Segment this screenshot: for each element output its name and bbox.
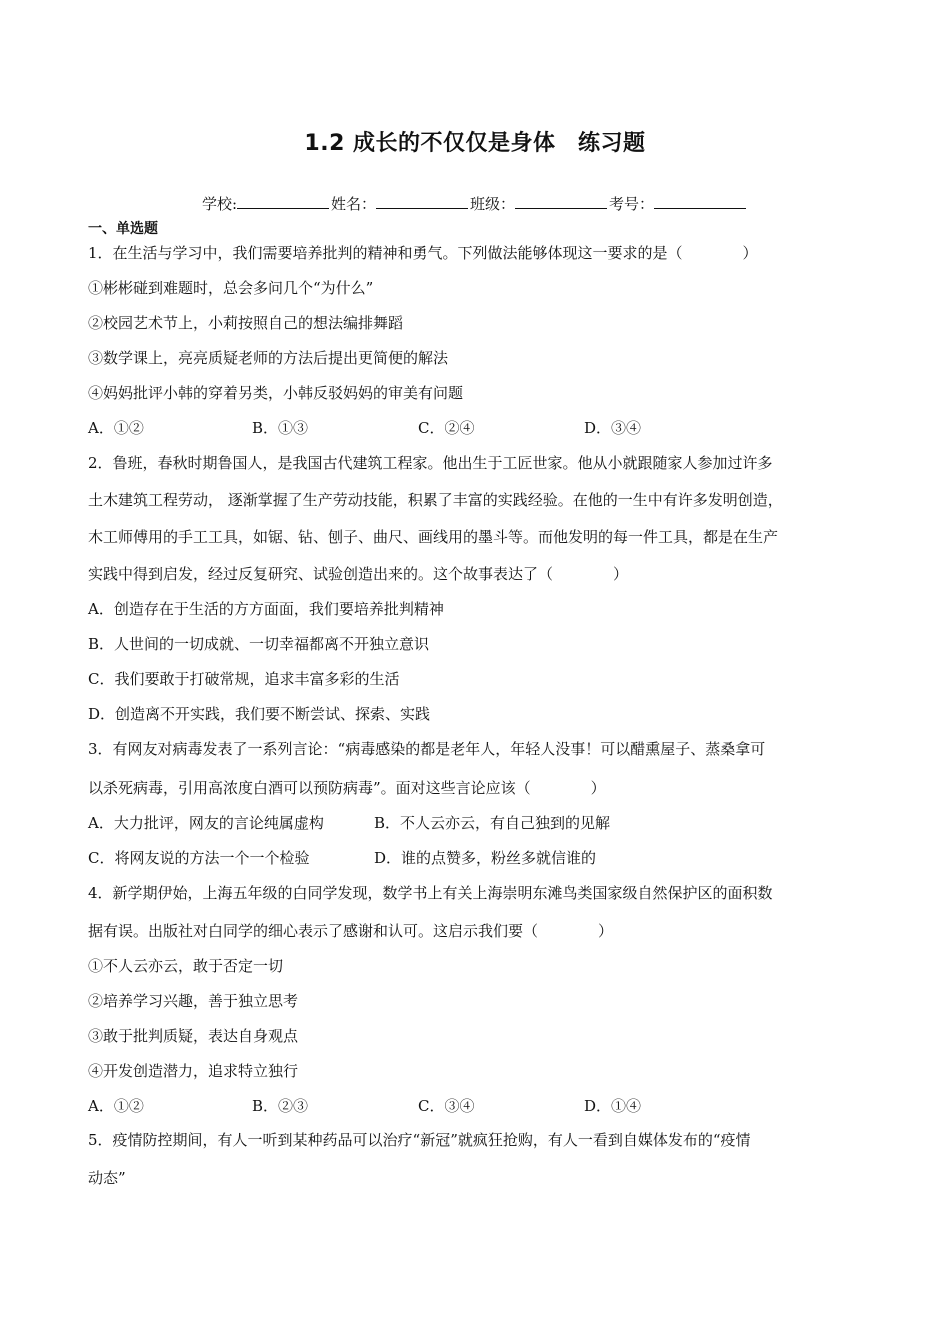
question-4-option-d[interactable]: D．①④ [584,1097,642,1115]
question-2-stem-line-1: 2．鲁班，春秋时期鲁国人，是我国古代建筑工程家。他出生于工匠世家。他从小就跟随家人参加过许多 [88,454,773,472]
name-blank[interactable] [376,194,468,209]
question-3-stem-line-1: 3．有网友对病毒发表了一系列言论：“病毒感染的都是老年人，年轻人没事！可以醋熏屋子、蒸桑拿可 [88,740,766,758]
question-4-statement-2: ②培养学习兴趣，善于独立思考 [88,992,299,1010]
question-4-option-b[interactable]: B．②③ [252,1097,309,1115]
question-2-stem-line-2: 土木建筑工程劳动， 逐渐掌握了生产劳动技能，积累了丰富的实践经验。在他的一生中有许多发明创造， [88,491,783,509]
page-title: 1.2 成长的不仅仅是身体 练习题 [304,131,646,156]
question-1-statement-4: ④妈妈批评小韩的穿着另类，小韩反驳妈妈的审美有问题 [88,384,464,402]
school-label: 学校: [201,195,237,213]
question-2-option-d[interactable]: D．创造离不开实践，我们要不断尝试、探索、实践 [88,705,431,723]
question-4-statement-4: ④开发创造潜力，追求特立独行 [88,1062,299,1080]
question-4-statement-1: ①不人云亦云，敢于否定一切 [88,957,284,975]
question-1-option-d[interactable]: D．③④ [584,419,642,437]
class-label: 班级： [470,195,516,213]
question-1-stem: 1．在生活与学习中，我们需要培养批判的精神和勇气。下列做法能够体现这一要求的是（ ） [88,244,758,262]
section-title: 一、单选题 [88,221,158,237]
number-blank[interactable] [654,194,746,209]
question-3-option-a[interactable]: A．大力批评，网友的言论纯属虚构 [88,814,324,832]
class-blank[interactable] [515,194,607,209]
question-5-stem-line-2: 动态” [88,1169,126,1187]
question-4-statement-3: ③敢于批判质疑，表达自身观点 [88,1027,299,1045]
question-1-statement-1: ①彬彬碰到难题时，总会多问几个“为什么” [88,279,374,297]
question-5-stem-line-1: 5．疫情防控期间，有人一听到某种药品可以治疗“新冠”就疯狂抢购，有人一看到自媒体发布的“疫情 [88,1131,751,1149]
student-info-line [0,193,950,214]
name-label: 姓名： [331,195,377,213]
question-2-option-a[interactable]: A．创造存在于生活的方方面面，我们要培养批判精神 [88,600,444,618]
question-1-statement-3: ③数学课上，亮亮质疑老师的方法后提出更简便的解法 [88,349,449,367]
question-3-option-c[interactable]: C．将网友说的方法一个一个检验 [88,849,310,867]
question-3-option-d[interactable]: D．谁的点赞多，粉丝多就信谁的 [374,849,597,867]
question-2-stem-line-3: 木工师傅用的手工工具，如锯、钻、刨子、曲尺、画线用的墨斗等。而他发明的每一件工具，都是在生产 [88,528,779,546]
question-4-stem-line-2: 据有误。出版社对白同学的细心表示了感谢和认可。这启示我们要（ ） [88,922,614,940]
question-4-stem-line-1: 4．新学期伊始，上海五年级的白同学发现，数学书上有关上海崇明东滩鸟类国家级自然保护区的面积数 [88,884,773,902]
question-3-option-b[interactable]: B．不人云亦云，有自己独到的见解 [374,814,611,832]
number-label: 考号： [609,195,655,213]
school-blank[interactable] [237,194,329,209]
question-1-option-a[interactable]: A．①② [88,419,144,437]
question-1-option-c[interactable]: C．②④ [418,419,475,437]
question-2-option-b[interactable]: B．人世间的一切成就、一切幸福都离不开独立意识 [88,635,430,653]
question-3-stem-line-2: 以杀死病毒，引用高浓度白酒可以预防病毒”。面对这些言论应该（ ） [88,779,606,797]
question-2-stem-line-4: 实践中得到启发，经过反复研究、试验创造出来的。这个故事表达了（ ） [88,565,629,583]
question-1-option-b[interactable]: B．①③ [252,419,309,437]
question-4-option-c[interactable]: C．③④ [418,1097,475,1115]
question-1-statement-2: ②校园艺术节上，小莉按照自己的想法编排舞蹈 [88,314,404,332]
question-2-option-c[interactable]: C．我们要敢于打破常规，追求丰富多彩的生活 [88,670,400,688]
question-4-option-a[interactable]: A．①② [88,1097,144,1115]
